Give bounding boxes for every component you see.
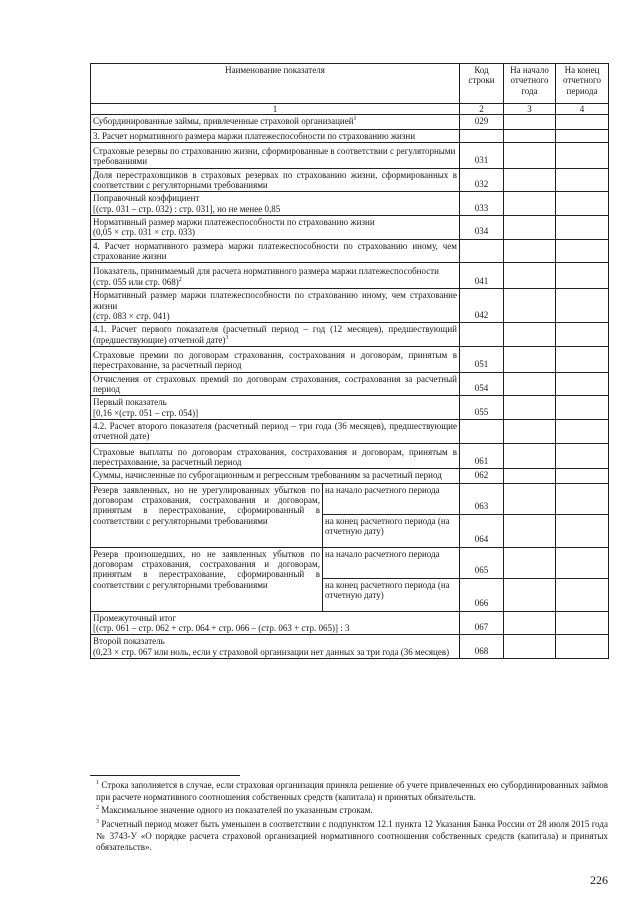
value-cell-end[interactable]	[556, 192, 609, 216]
value-cell-start[interactable]	[504, 547, 556, 578]
row-code: 054	[460, 372, 504, 396]
value-cell-end[interactable]	[556, 372, 609, 396]
row-label: Поправочный коэффициент [(стр. 031 – стр. 032) : стр. 031], но не менее 0,85	[91, 192, 460, 216]
value-cell-start[interactable]	[504, 483, 556, 514]
row-label: Второй показатель (0,23 × стр. 067 или ноль, если у страховой организации нет данных за три года (36 месяцев)	[91, 635, 460, 659]
table-row	[91, 263, 609, 289]
section-heading: 4.2. Расчет второго показателя (расчетный период – три года (36 месяцев), предшествующие отчетной дате)	[91, 419, 460, 443]
value-cell-start[interactable]	[504, 635, 556, 659]
value-cell-end[interactable]	[556, 514, 609, 547]
row-code: 065	[460, 547, 504, 578]
value-cell-end[interactable]	[556, 578, 609, 611]
value-cell-start[interactable]	[504, 469, 556, 483]
group-label-ibnr: Резерв произошедших, но не заявленных убытков по договорам страхования, сострахования и договорам, принятым в перестрахование, сформированный в соответствии с регуляторными требованиями	[91, 547, 323, 611]
col-number-4: 4	[556, 104, 609, 115]
row-label: Отчисления от страховых премий по договорам страхования, сострахования за расчетный период	[91, 372, 460, 396]
value-cell-end[interactable]	[556, 547, 609, 578]
section-row	[91, 129, 609, 142]
row-label: Страховые выплаты по договорам страхования, сострахования и договорам, принятым в перестрахование, за расчетный период	[91, 443, 460, 469]
sub-label: на конец расчетного периода (на отчетную дату)	[323, 514, 460, 547]
section-row	[91, 323, 609, 347]
value-cell-start[interactable]	[504, 514, 556, 547]
footnote: $^2$ Максимальное значение одного из показателей по указанным строкам.	[96, 805, 373, 816]
table-row	[91, 611, 609, 635]
table-row	[91, 115, 609, 129]
row-code: 068	[460, 635, 504, 659]
value-cell-end[interactable]	[556, 469, 609, 483]
table-row	[91, 289, 609, 323]
row-label: Страховые премии по договорам страхования, сострахования и договорам, принятым в перестрахование, за расчетный период	[91, 346, 460, 372]
table-row	[91, 192, 609, 216]
row-label: Первый показатель [0,16 ×(стр. 051 – стр. 054)]	[91, 396, 460, 420]
value-cell-end[interactable]	[556, 143, 609, 169]
row-label: Показатель, принимаемый для расчета нормативного размера маржи платежеспособности (стр. 055 или стр. 068)$^2$	[91, 263, 460, 289]
section-heading: 4. Расчет нормативного размера маржи платежеспособности по страхованию иному, чем страхование жизни	[91, 239, 460, 263]
sub-label: на конец расчетного периода (на отчетную дату)	[323, 578, 460, 611]
row-code: 031	[460, 143, 504, 169]
footnote-ref: 1	[353, 116, 357, 123]
section-row	[91, 419, 609, 443]
table-row	[91, 635, 609, 659]
sub-label: на начало расчетного периода	[323, 547, 460, 578]
row-code: 034	[460, 216, 504, 240]
value-cell-start[interactable]	[504, 289, 556, 323]
row-code: 055	[460, 396, 504, 420]
table-header-row	[91, 64, 609, 104]
col-number-3: 3	[504, 104, 556, 115]
row-label: Нормативный размер маржи платежеспособности по страхованию жизни (0,05 × стр. 031 × стр. 033)	[91, 216, 460, 240]
footnote-ref: 3	[225, 334, 229, 341]
value-cell-end[interactable]	[556, 115, 609, 129]
value-cell-end[interactable]	[556, 216, 609, 240]
table-row	[91, 143, 609, 169]
header-start: На начало отчетного года	[504, 64, 556, 104]
section-row	[91, 239, 609, 263]
row-code: 066	[460, 578, 504, 611]
table-row	[91, 372, 609, 396]
column-number-row	[91, 104, 609, 115]
row-code: 029	[460, 115, 504, 129]
value-cell-start[interactable]	[504, 192, 556, 216]
row-label: Суммы, начисленные по суброгационным и регрессным требованиям за расчетный период	[91, 469, 460, 483]
value-cell-end[interactable]	[556, 346, 609, 372]
row-code: 032	[460, 168, 504, 192]
row-label: Страховые резервы по страхованию жизни, сформированные в соответствии с регуляторными требованиями	[91, 143, 460, 169]
table-row	[91, 216, 609, 240]
value-cell-start[interactable]	[504, 115, 556, 129]
value-cell-end[interactable]	[556, 443, 609, 469]
row-code: 064	[460, 514, 504, 547]
header-name: Наименование показателя	[91, 64, 460, 104]
row-label: Субординированные займы, привлеченные страховой организацией$^1$	[91, 115, 460, 129]
value-cell-end[interactable]	[556, 483, 609, 514]
value-cell-start[interactable]	[504, 578, 556, 611]
value-cell-start[interactable]	[504, 263, 556, 289]
value-cell-end[interactable]	[556, 396, 609, 420]
value-cell-end[interactable]	[556, 289, 609, 323]
sub-label: на начало расчетного периода	[323, 483, 460, 514]
footnote: $^1$ Строка заполняется в случае, если страховая организация приняла решение об учете привлеченных ею субординированных займов при расчете нормативного соотношения собственных средств (капитала) и принятых обязательств.	[96, 780, 609, 802]
row-code: 051	[460, 346, 504, 372]
header-end: На конец отчетного периода	[556, 64, 609, 104]
value-cell-end[interactable]	[556, 168, 609, 192]
table-row	[91, 396, 609, 420]
row-code: 033	[460, 192, 504, 216]
header-code: Код строки	[460, 64, 504, 104]
page-number: 226	[590, 873, 608, 887]
value-cell-end[interactable]	[556, 611, 609, 635]
table-row	[91, 346, 609, 372]
value-cell-start[interactable]	[504, 346, 556, 372]
footnote-separator	[90, 775, 240, 776]
section-heading: 4.1. Расчет первого показателя (расчетный период – год (12 месяцев), предшествующий (предшествующие) отчетной дате)$^3$	[91, 323, 460, 347]
col-number-1: 1	[91, 104, 460, 115]
table-row	[91, 547, 609, 578]
row-label: Нормативный размер маржи платежеспособности по страхованию иному, чем страхование жизни (стр. 083 × стр. 041)	[91, 289, 460, 323]
row-code: 062	[460, 469, 504, 483]
row-code: 042	[460, 289, 504, 323]
value-cell-start[interactable]	[504, 443, 556, 469]
value-cell-end[interactable]	[556, 263, 609, 289]
section-heading: 3. Расчет нормативного размера маржи платежеспособности по страхованию жизни	[91, 129, 460, 142]
value-cell-start[interactable]	[504, 396, 556, 420]
row-label: Доля перестраховщиков в страховых резервах по страхованию жизни, сформированных в соответствии с регуляторными требованиями	[91, 168, 460, 192]
table-row	[91, 443, 609, 469]
value-cell-start[interactable]	[504, 611, 556, 635]
footnote: $^3$ Расчетный период может быть уменьшен в соответствии с подпунктом 12.1 пункта 12 Указания Банка России от 28 июля 2015 года № 3743-У «О порядке расчета страховой организацией нормативного соотношения собственных средств (капитала) и принятых обязательств».	[96, 819, 608, 853]
value-cell-start[interactable]	[504, 216, 556, 240]
row-label: Промежуточный итог [(стр. 061 – стр. 062 + стр. 064 + стр. 066 – (стр. 063 + стр. 065)] : 3	[91, 611, 460, 635]
table-row	[91, 483, 609, 514]
value-cell-start[interactable]	[504, 372, 556, 396]
group-label-reported-claims: Резерв заявленных, но не урегулированных убытков по договорам страхования, сострахования и договорам, принятым в перестрахование, сформированный в соответствии с регуляторными требованиями	[91, 483, 323, 547]
table-row	[91, 168, 609, 192]
row-code: 041	[460, 263, 504, 289]
indicator-table	[90, 63, 609, 659]
col-number-2: 2	[460, 104, 504, 115]
value-cell-end[interactable]	[556, 635, 609, 659]
row-code: 067	[460, 611, 504, 635]
row-code: 063	[460, 483, 504, 514]
value-cell-start[interactable]	[504, 143, 556, 169]
table-row	[91, 469, 609, 483]
value-cell-start[interactable]	[504, 168, 556, 192]
row-code: 061	[460, 443, 504, 469]
footnote-ref: 2	[178, 276, 182, 283]
footnotes	[96, 780, 608, 856]
